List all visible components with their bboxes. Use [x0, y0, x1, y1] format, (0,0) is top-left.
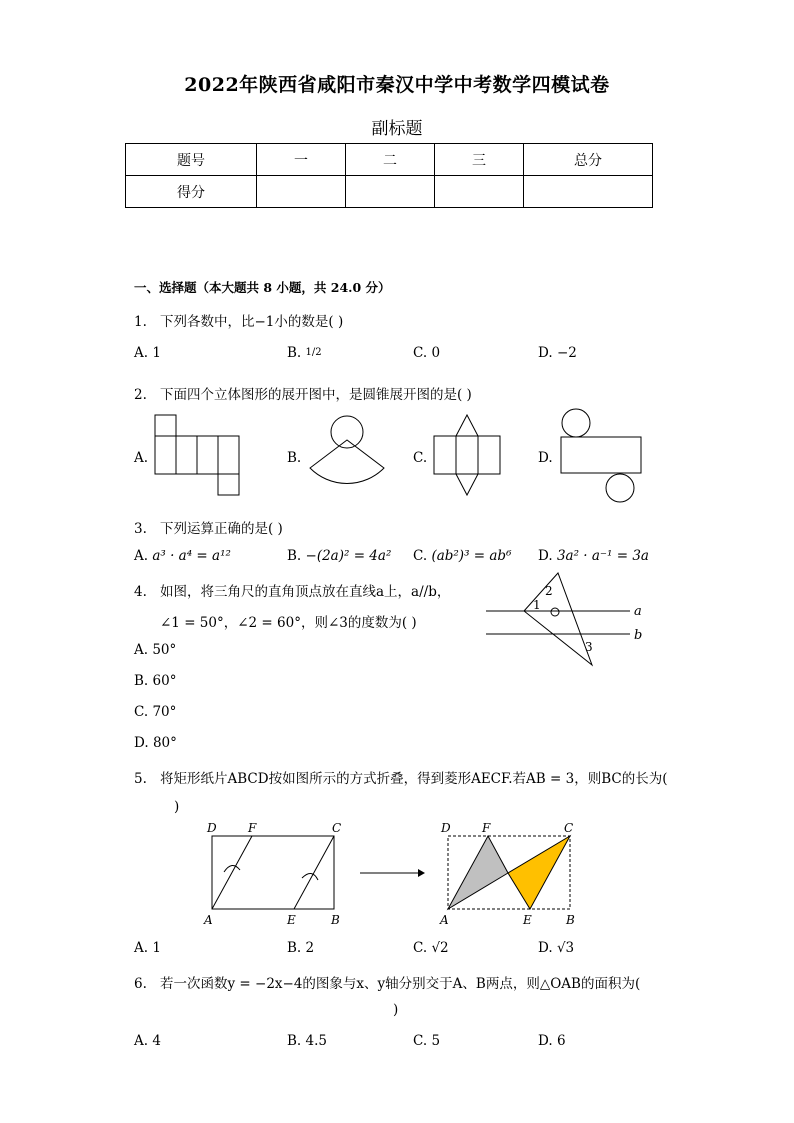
- q4-option-c: C. 70°: [134, 704, 177, 720]
- q2-option-a-label: A.: [134, 450, 149, 466]
- question-number: 6.: [134, 976, 147, 992]
- q6-option-c: C. 5: [413, 1033, 441, 1049]
- question-text: 下面四个立体图形的展开图中，是圆锥展开图的是( ): [160, 387, 472, 403]
- cone-net-figure: [302, 410, 392, 500]
- question-3: [134, 517, 283, 537]
- q6-option-d: D. 6: [538, 1033, 566, 1049]
- question-5: [134, 767, 667, 787]
- q2-option-c-label: C.: [413, 450, 428, 466]
- q3-option-a: A. a³ · a⁴ = a¹²: [134, 548, 231, 564]
- q4-option-a: A. 50°: [134, 642, 177, 658]
- question-6-close-paren: ): [393, 1002, 399, 1018]
- q1-option-a: A. 1: [134, 345, 161, 361]
- question-number: 5.: [134, 771, 147, 787]
- question-number: 4.: [134, 584, 147, 600]
- question-4-line2: ∠1 = 50°，∠2 = 60°，则∠3的度数为( ): [160, 615, 417, 631]
- question-2: [134, 383, 472, 403]
- q5-option-d: D. √3: [538, 940, 575, 956]
- parallel-lines-triangle-figure: [484, 565, 644, 671]
- vertex-d-label: D: [207, 821, 217, 835]
- cube-net-figure: [150, 412, 245, 502]
- line-b-label: b: [634, 628, 643, 643]
- question-1: [134, 310, 343, 330]
- table-cell: 得分: [126, 176, 257, 208]
- vertex-f-label: F: [248, 821, 257, 835]
- q5-option-a: A. 1: [134, 940, 161, 956]
- question-6: [134, 972, 640, 992]
- q6-option-b: B. 4.5: [287, 1033, 327, 1049]
- prism-net-figure: [430, 412, 505, 497]
- rhombus-figure: [436, 818, 586, 930]
- vertex-d-label: D: [441, 821, 451, 835]
- table-cell: 三: [435, 144, 524, 176]
- question-text: 下列运算正确的是( ): [160, 521, 283, 537]
- fraction-one-half: 1/2: [305, 347, 322, 358]
- question-text: 下列各数中，比−1小的数是( ): [160, 314, 344, 330]
- vertex-c-label: C: [564, 821, 574, 835]
- arrow-right-icon: [358, 866, 426, 880]
- vertex-b-label: B: [566, 913, 575, 927]
- rectangle-fold-figure: [200, 818, 350, 930]
- table-cell: 二: [346, 144, 435, 176]
- question-number: 1.: [134, 314, 147, 330]
- line-a-label: a: [634, 604, 642, 619]
- table-cell: [346, 176, 435, 208]
- table-cell: 一: [257, 144, 346, 176]
- table-cell: 题号: [126, 144, 257, 176]
- angle-3-label: 3: [585, 640, 593, 654]
- table-cell: [257, 176, 346, 208]
- cylinder-net-figure: [558, 407, 648, 505]
- q5-option-b: B. 2: [287, 940, 315, 956]
- question-5-close-paren: ): [174, 799, 180, 815]
- vertex-e-label: E: [287, 913, 296, 927]
- q1-option-c: C. 0: [413, 345, 441, 361]
- score-table-score-row: [126, 176, 653, 208]
- vertex-b-label: B: [331, 913, 340, 927]
- question-number: 3.: [134, 521, 147, 537]
- question-number: 2.: [134, 387, 147, 403]
- vertex-c-label: C: [332, 821, 342, 835]
- q1-option-b: B. 1/2: [287, 345, 322, 361]
- q6-option-a: A. 4: [134, 1033, 161, 1049]
- q4-option-d: D. 80°: [134, 735, 177, 751]
- q2-option-b-label: B.: [287, 450, 302, 466]
- question-text: 将矩形纸片ABCD按如图所示的方式折叠，得到菱形AECF.若AB = 3，则BC的长为(: [160, 771, 668, 787]
- question-4: [134, 580, 450, 600]
- vertex-a-label: A: [440, 913, 449, 927]
- table-cell: [435, 176, 524, 208]
- q3-option-d: D. 3a² · a⁻¹ = 3a: [538, 548, 649, 564]
- table-cell: 总分: [524, 144, 653, 176]
- angle-2-label: 2: [545, 584, 553, 598]
- vertex-e-label: E: [523, 913, 532, 927]
- score-table: [125, 143, 653, 208]
- q3-option-b: B. −(2a)² = 4a²: [287, 548, 392, 564]
- vertex-a-label: A: [204, 913, 213, 927]
- q4-option-b: B. 60°: [134, 673, 177, 689]
- section-heading: 一、选择题（本大题共 8 小题，共 24.0 分）: [134, 280, 391, 295]
- q3-option-c: C. (ab²)³ = ab⁶: [413, 548, 512, 564]
- page-subtitle: 副标题: [371, 119, 423, 139]
- q2-option-d-label: D.: [538, 450, 553, 466]
- question-text-line1: 如图，将三角尺的直角顶点放在直线a上，a//b，: [160, 584, 451, 600]
- vertex-f-label: F: [482, 821, 491, 835]
- q5-option-c: C. √2: [413, 940, 449, 956]
- angle-1-label: 1: [533, 598, 541, 612]
- page-title: 2022年陕西省咸阳市秦汉中学中考数学四模试卷: [184, 74, 610, 96]
- q1-option-d: D. −2: [538, 345, 577, 361]
- question-text: 若一次函数y = −2x−4的图象与x、y轴分别交于A、B两点，则△OAB的面积为(: [160, 976, 641, 992]
- score-table-header-row: [126, 144, 653, 176]
- table-cell: [524, 176, 653, 208]
